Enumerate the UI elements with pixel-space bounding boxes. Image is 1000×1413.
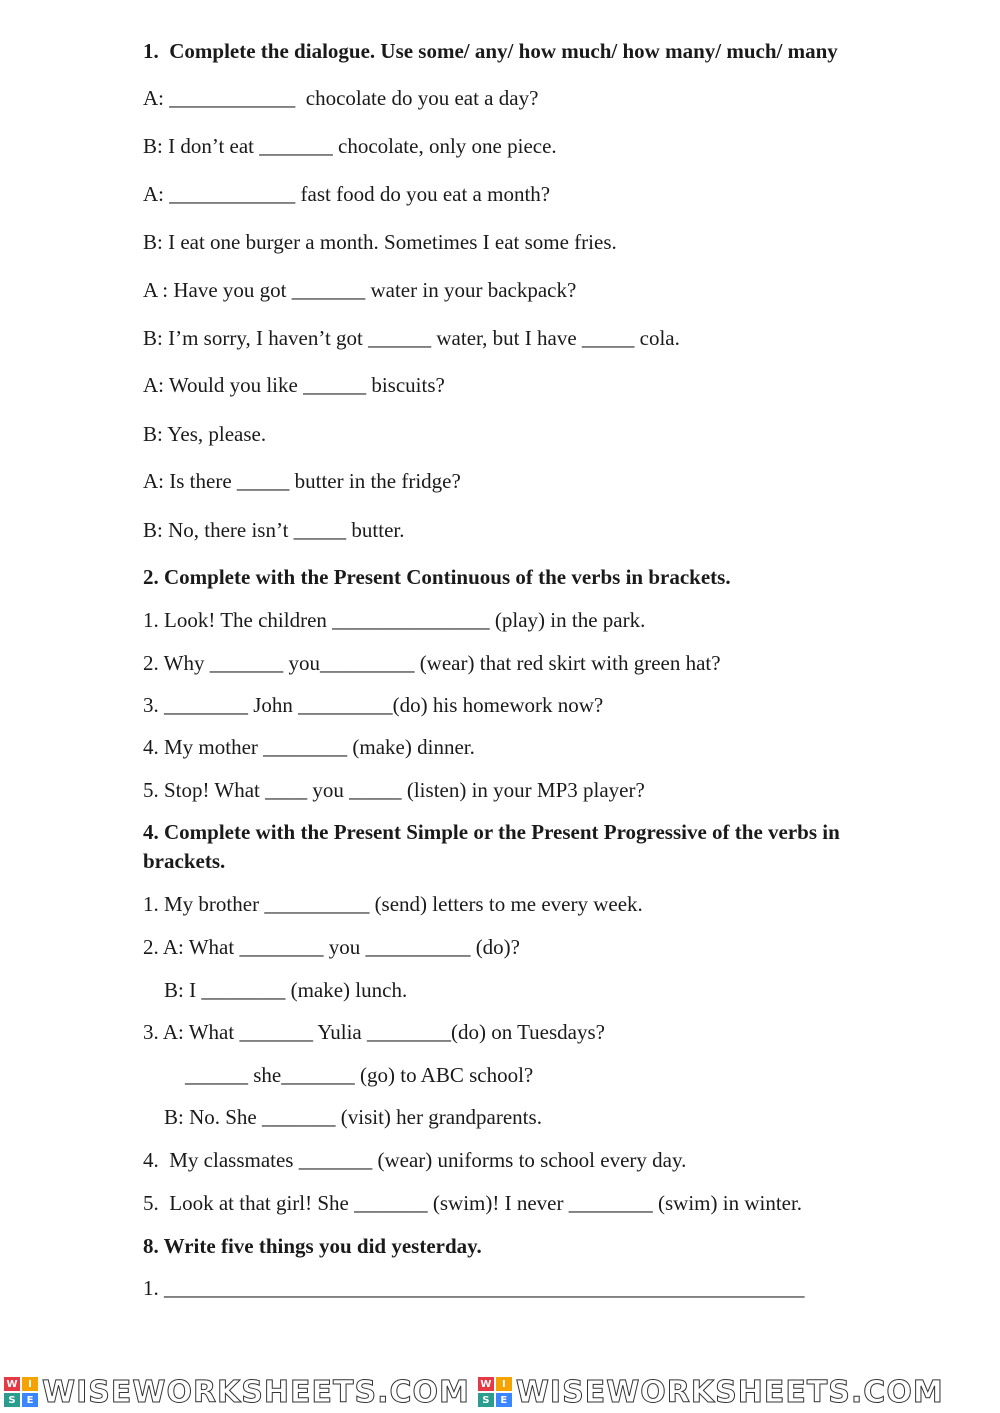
dialogue-line: A: ____________ chocolate do you eat a day? <box>143 86 539 110</box>
exercise-line: 5. Look at that girl! She _______ (swim)! I never ________ (swim) in winter. <box>143 1191 803 1215</box>
exercise-line: 3. A: What _______ Yulia ________(do) on Tuesdays? <box>143 1020 605 1044</box>
section4-heading: 4. Complete with the Present Simple or the Present Progressive of the verbs in brackets. <box>143 820 840 873</box>
logo-tile: S <box>4 1393 20 1407</box>
exercise-line: B: No. She _______ (visit) her grandparents. <box>143 1105 542 1129</box>
section8-heading: 8. Write five things you did yesterday. <box>143 1234 482 1258</box>
logo-tile: W <box>478 1377 494 1391</box>
section2-heading: 2. Complete with the Present Continuous of the verbs in brackets. <box>143 565 731 589</box>
logo-tile: S <box>478 1393 494 1407</box>
exercise-line: 5. Stop! What ____ you _____ (listen) in your MP3 player? <box>143 778 645 802</box>
exercise-line: 4. My classmates _______ (wear) uniforms to school every day. <box>143 1148 687 1172</box>
exercise-line: B: I ________ (make) lunch. <box>143 978 408 1002</box>
dialogue-line: A: ____________ fast food do you eat a month? <box>143 182 551 206</box>
logo-tile: E <box>496 1393 512 1407</box>
exercise-line: ______ she_______ (go) to ABC school? <box>143 1063 534 1087</box>
logo-tile: I <box>22 1377 38 1391</box>
section1-heading: 1. Complete the dialogue. Use some/ any/ how much/ how many/ much/ many <box>143 39 838 63</box>
logo-tile: E <box>22 1393 38 1407</box>
answer-line: 1. _____________________________________________________________ <box>143 1276 805 1300</box>
dialogue-line: B: I eat one burger a month. Sometimes I eat some fries. <box>143 230 617 254</box>
dialogue-line: B: Yes, please. <box>143 422 267 446</box>
exercise-line: 2. A: What ________ you __________ (do)? <box>143 935 520 959</box>
brand-text: WISEWORKSHEETS.COM <box>515 1374 944 1410</box>
brand-text: WISEWORKSHEETS.COM <box>42 1374 470 1410</box>
exercise-line: 1. Look! The children _______________ (play) in the park. <box>143 608 646 632</box>
dialogue-line: A: Would you like ______ biscuits? <box>143 373 445 397</box>
logo-tile: I <box>496 1377 512 1391</box>
brand-logo <box>478 1375 944 1410</box>
dialogue-line: B: I’m sorry, I haven’t got ______ water, but I have _____ cola. <box>143 326 680 350</box>
logo-icon <box>478 1377 512 1407</box>
exercise-line: 3. ________ John _________(do) his homework now? <box>143 693 604 717</box>
dialogue-line: A : Have you got _______ water in your backpack? <box>143 278 577 302</box>
exercise-line: 1. My brother __________ (send) letters to me every week. <box>143 892 643 916</box>
brand-logo <box>4 1375 470 1410</box>
exercise-line: 2. Why _______ you_________ (wear) that red skirt with green hat? <box>143 651 721 675</box>
exercise-line: 4. My mother ________ (make) dinner. <box>143 735 475 759</box>
footer-watermark <box>0 1372 1000 1412</box>
logo-icon <box>4 1377 38 1407</box>
dialogue-line: B: No, there isn’t _____ butter. <box>143 518 405 542</box>
dialogue-line: A: Is there _____ butter in the fridge? <box>143 469 461 493</box>
dialogue-line: B: I don’t eat _______ chocolate, only one piece. <box>143 134 557 158</box>
logo-tile: W <box>4 1377 20 1391</box>
